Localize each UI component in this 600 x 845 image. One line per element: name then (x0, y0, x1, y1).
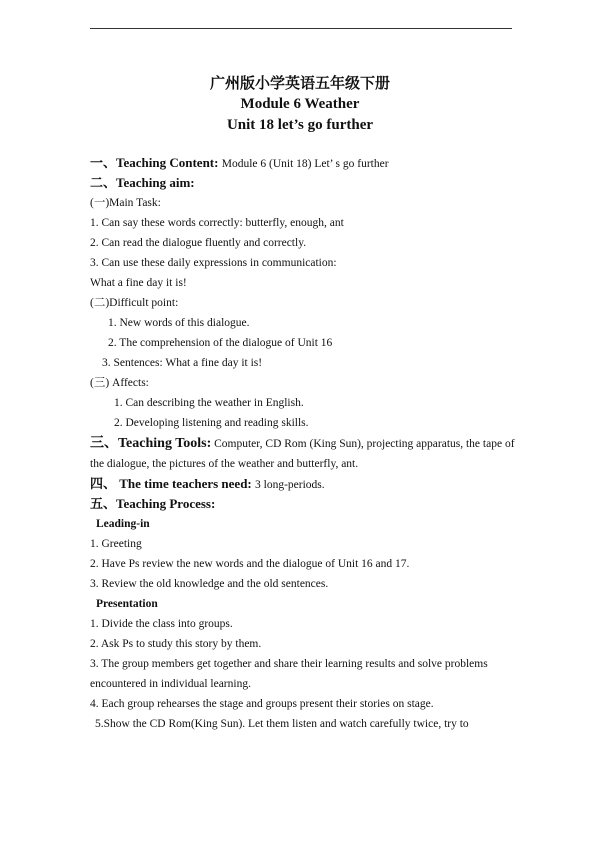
presentation-item: 3. The group members get together and share their learning results and solve problems (90, 658, 488, 670)
header-rule (90, 28, 512, 29)
heading-teaching-aim: 二、Teaching aim: (90, 175, 195, 191)
leading-in-item: 2. Have Ps review the new words and the dialogue of Unit 16 and 17. (90, 558, 410, 570)
presentation-item: 4. Each group rehearses the stage and groups present their stories on stage. (90, 698, 434, 710)
teaching-tools-continued: the dialogue, the pictures of the weather and butterfly, ant. (90, 458, 359, 470)
difficult-item: 2. The comprehension of the dialogue of Unit 16 (108, 337, 333, 349)
affects-item: 2. Developing listening and reading skills. (114, 417, 309, 429)
heading-teaching-tools: 三、Teaching Tools: Computer, CD Rom (King Sun), projecting apparatus, the tape of (90, 435, 515, 451)
difficult-item: 1. New words of this dialogue. (108, 317, 250, 329)
presentation-item: 2. Ask Ps to study this story by them. (90, 638, 262, 650)
section-leading-in: Leading-in (96, 518, 150, 530)
title-block (0, 72, 600, 136)
presentation-item: encountered in individual learning. (90, 678, 251, 690)
title-module: Module 6 Weather (240, 96, 360, 112)
presentation-item: 5.Show the CD Rom(King Sun). Let them listen and watch carefully twice, try to (95, 718, 469, 730)
affects-label: (三) Affects: (90, 377, 149, 389)
heading-teaching-content: 一、Teaching Content: Module 6 (Unit 18) Let’ s go further (90, 155, 389, 171)
leading-in-item: 1. Greeting (90, 538, 142, 550)
difficult-point-label: (二)Difficult point: (90, 297, 179, 309)
task-item: 3. Can use these daily expressions in communication: (90, 257, 337, 269)
task-item: 2. Can read the dialogue fluently and correctly. (90, 237, 307, 249)
task-item: What a fine day it is! (90, 277, 187, 289)
title-chinese: 广州版小学英语五年级下册 (209, 74, 390, 92)
title-unit: Unit 18 let’s go further (226, 117, 374, 133)
heading-teaching-process: 五、Teaching Process: (90, 496, 216, 512)
heading-time-needed: 四、 The time teachers need: 3 long-periods. (90, 476, 325, 492)
affects-item: 1. Can describing the weather in English. (114, 397, 304, 409)
section-presentation: Presentation (96, 598, 158, 610)
main-task-label: (一)Main Task: (90, 197, 161, 209)
document-body (90, 153, 522, 734)
leading-in-item: 3. Review the old knowledge and the old sentences. (90, 578, 329, 590)
presentation-item: 1. Divide the class into groups. (90, 618, 233, 630)
task-item: 1. Can say these words correctly: butterfly, enough, ant (90, 217, 344, 229)
difficult-item: 3. Sentences: What a fine day it is! (102, 357, 263, 369)
